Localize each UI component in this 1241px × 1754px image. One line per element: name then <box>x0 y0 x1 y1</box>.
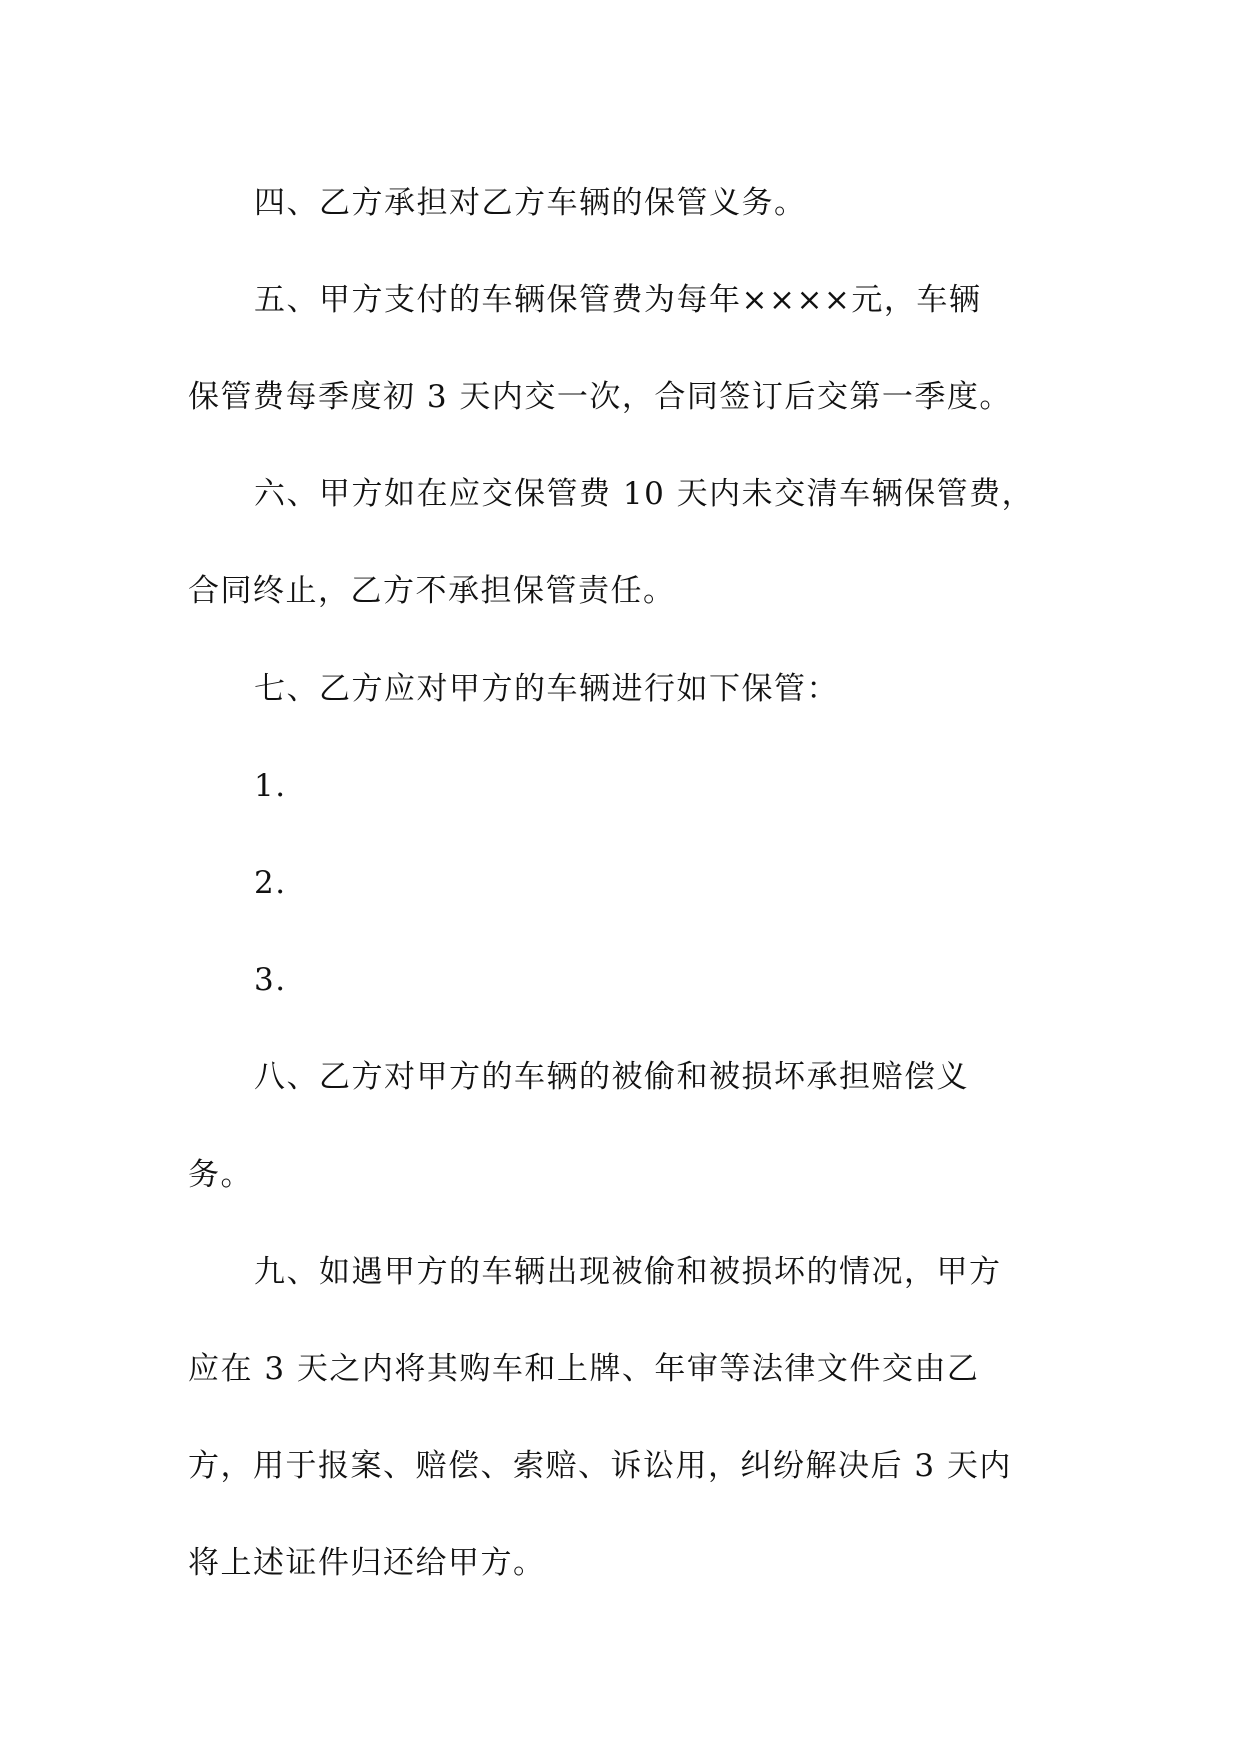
list-item-2: 2. <box>254 865 287 901</box>
clause-5-text-line-2: 保管费每季度初 3 天内交一次，合同签订后交第一季度。 <box>188 379 1012 415</box>
clause-9-text-line-2: 应在 3 天之内将其购车和上牌、年审等法律文件交由乙 <box>188 1351 980 1387</box>
clause-6-text-line-1: 六、甲方如在应交保管费 10 天内未交清车辆保管费， <box>254 476 1035 512</box>
clause-8-text-line-2: 务。 <box>188 1157 253 1193</box>
clause-9-text-line-3: 方，用于报案、赔偿、索赔、诉讼用，纠纷解决后 3 天内 <box>188 1448 1012 1484</box>
clause-9-text-line-4: 将上述证件归还给甲方。 <box>188 1545 546 1581</box>
clause-5-text-line-1: 五、甲方支付的车辆保管费为每年××××元，车辆 <box>254 282 982 318</box>
clause-9-text-line-1: 九、如遇甲方的车辆出现被偷和被损坏的情况，甲方 <box>254 1254 1002 1290</box>
clause-4-text: 四、乙方承担对乙方车辆的保管义务。 <box>254 185 807 221</box>
clause-7-text: 七、乙方应对甲方的车辆进行如下保管： <box>254 671 839 707</box>
list-item-1: 1. <box>254 768 287 804</box>
clause-6-text-line-2: 合同终止，乙方不承担保管责任。 <box>188 573 676 609</box>
list-item-3: 3. <box>254 962 287 998</box>
clause-8-text-line-1: 八、乙方对甲方的车辆的被偷和被损坏承担赔偿义 <box>254 1059 969 1095</box>
